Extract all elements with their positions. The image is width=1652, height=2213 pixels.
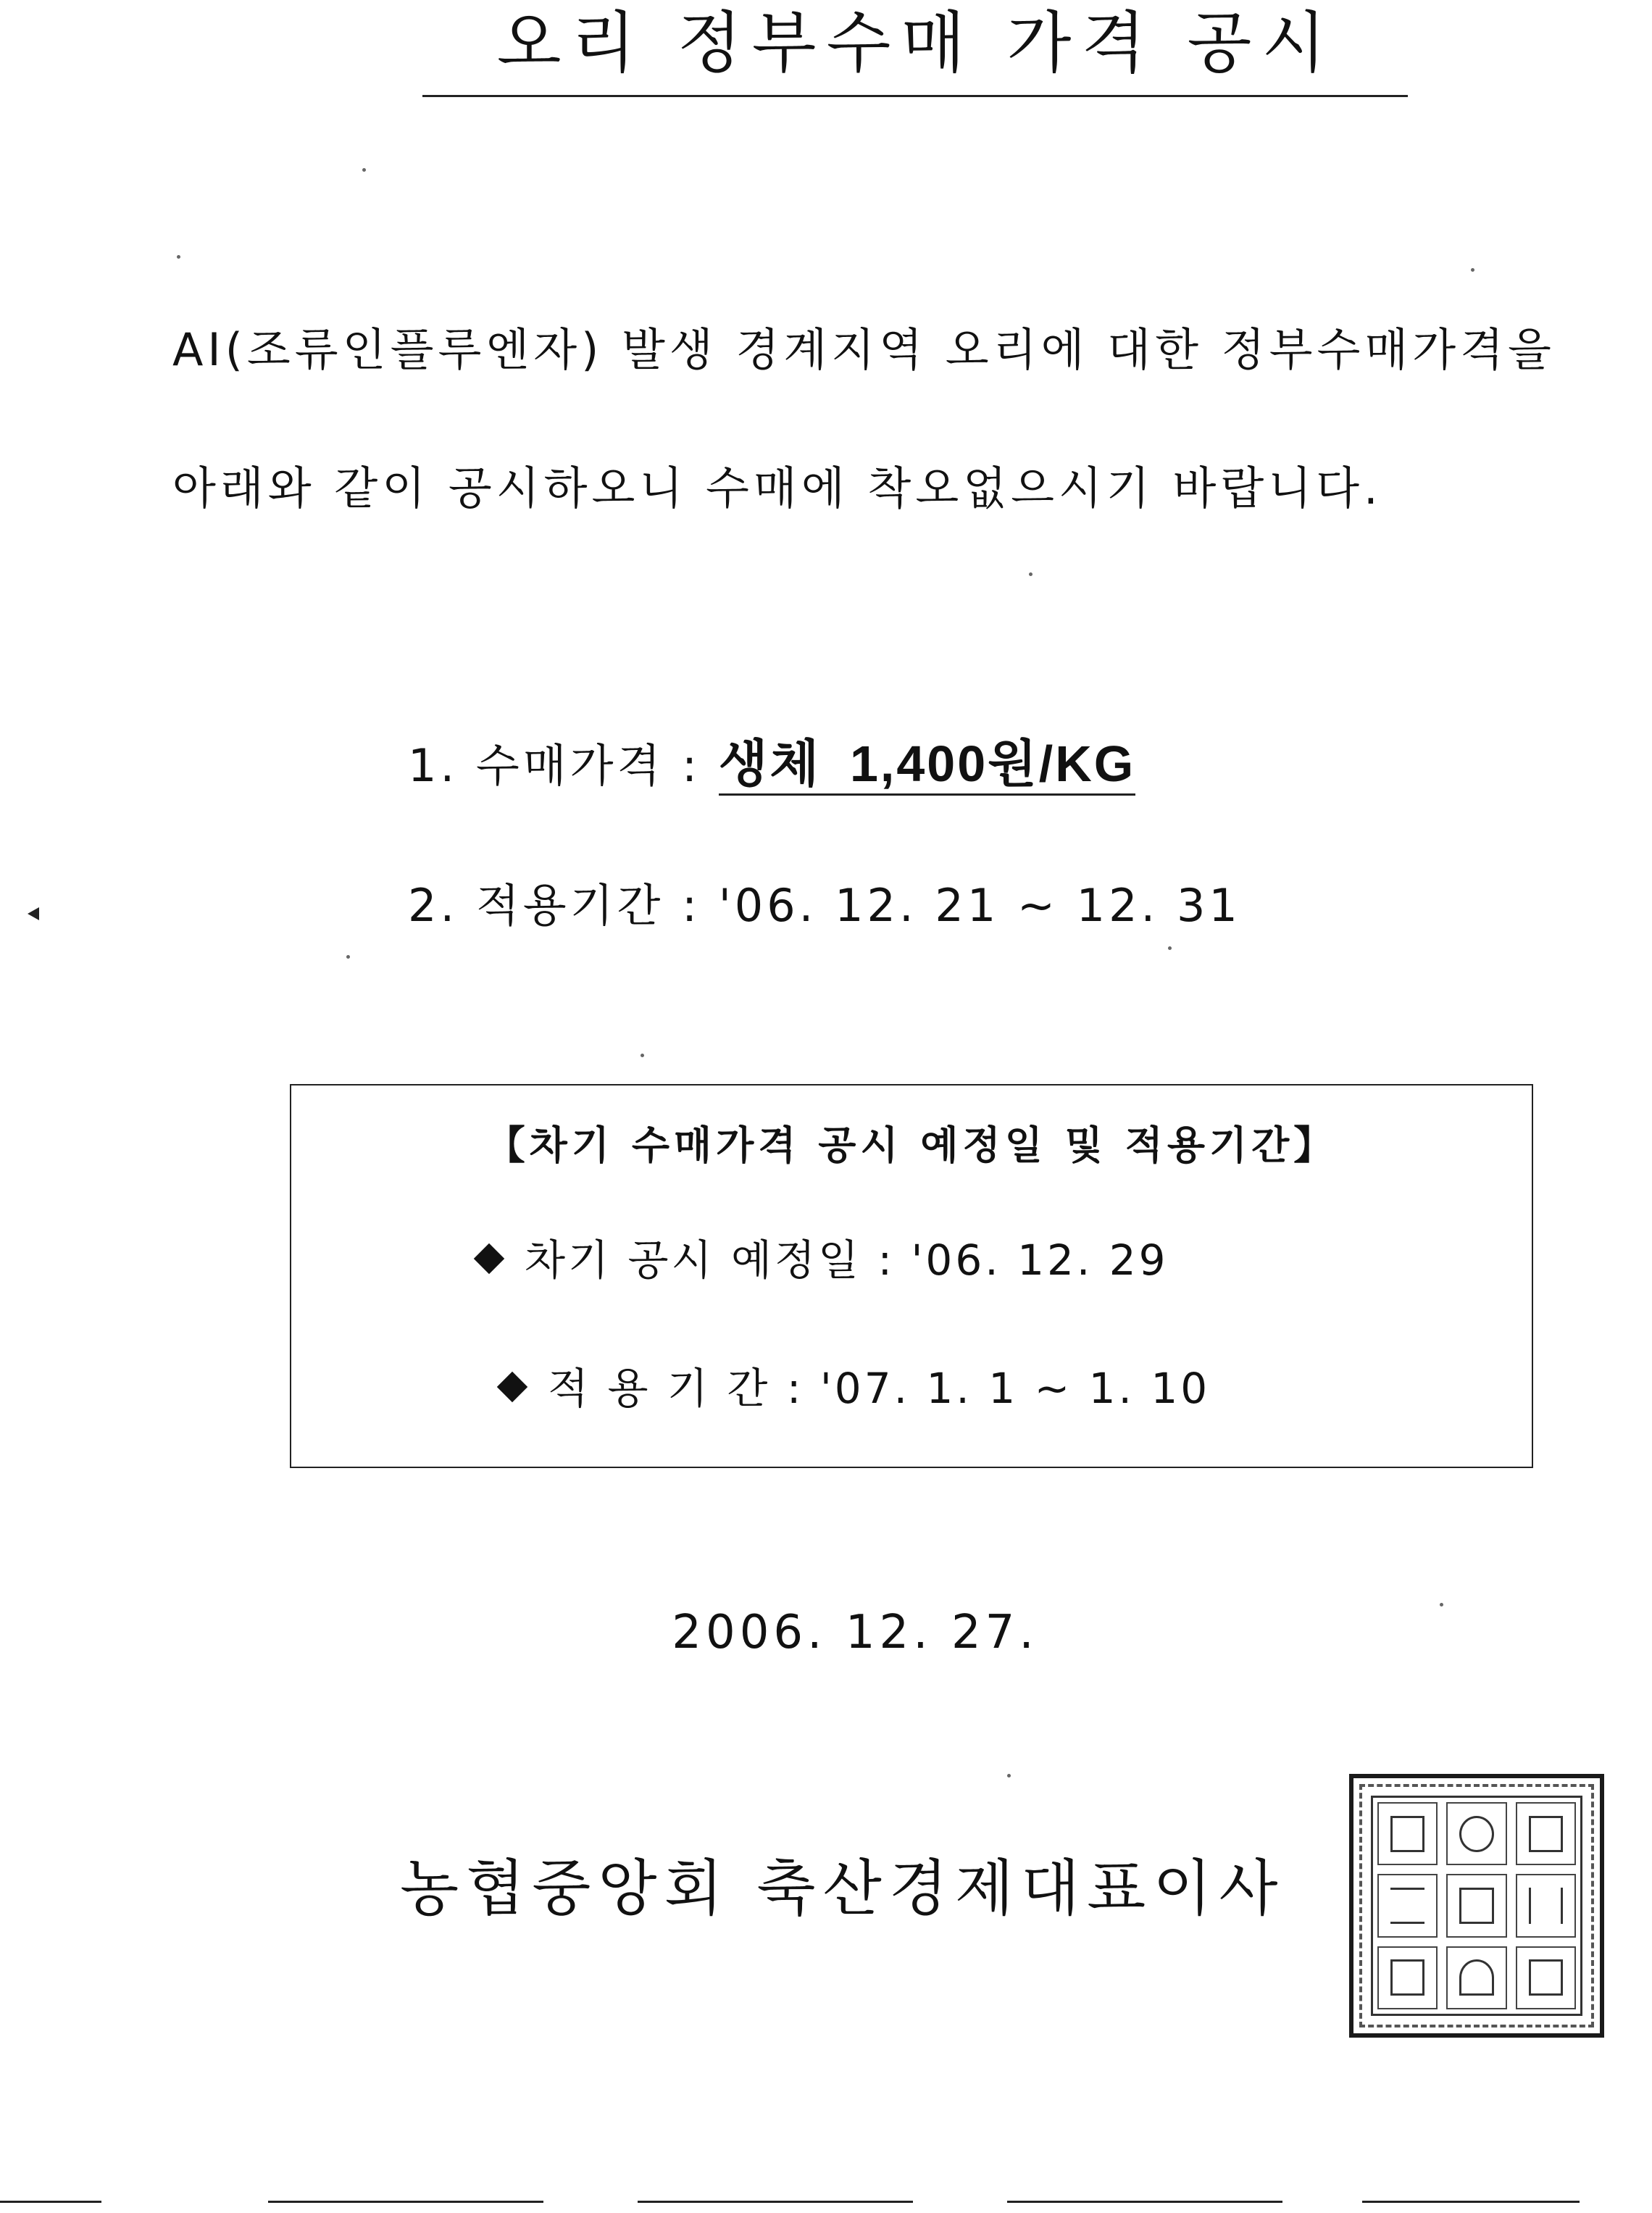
seal-glyph	[1377, 1874, 1438, 1937]
document-title: 오리 정부수매 가격 공시	[496, 4, 1337, 82]
issuer-signature: 농협중앙회 축산경제대표이사	[400, 1853, 1285, 1924]
intro-line-2: 아래와 같이 공시하오니 수매에 착오없으시기 바랍니다.	[172, 462, 1382, 514]
seal-glyph	[1377, 1946, 1438, 2009]
scan-speck	[346, 955, 350, 959]
intro-line-1: AI(조류인플루엔자) 발생 경계지역 오리에 대한 정부수매가격을	[172, 323, 1556, 376]
purchase-price-kind: 생체	[718, 735, 821, 792]
seal-glyph	[1446, 1802, 1506, 1865]
triangle-marker-icon	[28, 907, 39, 920]
next-notice-date-row	[478, 1235, 1169, 1285]
apply-period-value: '06. 12. 21 ~ 12. 31	[718, 879, 1241, 932]
scan-speck	[641, 1054, 644, 1057]
next-apply-period-label: 적 용 기 간 :	[548, 1364, 820, 1413]
scan-edge-line	[1362, 2201, 1580, 2203]
seal-grid	[1371, 1796, 1582, 2016]
seal-glyph	[1516, 1874, 1576, 1937]
next-apply-period-value: '07. 1. 1 ~ 1. 10	[819, 1364, 1211, 1413]
next-notice-date-value: '06. 12. 29	[911, 1235, 1169, 1285]
scan-speck	[1007, 1774, 1011, 1778]
diamond-bullet-icon	[497, 1372, 527, 1402]
next-apply-period-row	[501, 1363, 1210, 1414]
next-notice-box	[290, 1084, 1533, 1468]
purchase-price-label: 1. 수매가격 :	[408, 739, 719, 792]
seal-glyph	[1446, 1946, 1506, 2009]
seal-glyph	[1516, 1946, 1576, 2009]
purchase-price-item	[408, 735, 1135, 795]
seal-glyph	[1516, 1802, 1576, 1865]
scan-speck	[1168, 946, 1172, 950]
scan-edge-line	[638, 2201, 913, 2203]
seal-glyph	[1377, 1802, 1438, 1865]
next-notice-heading: 【차기 수매가격 공시 예정일 및 적용기간】	[485, 1122, 1338, 1168]
purchase-price-value	[719, 735, 1136, 796]
scan-speck	[1471, 268, 1474, 272]
apply-period-item	[408, 877, 1241, 935]
apply-period-label: 2. 적용기간 :	[408, 879, 719, 932]
purchase-price-amount: 1,400원/KG	[850, 735, 1136, 792]
scan-speck	[1440, 1603, 1443, 1606]
scan-speck	[177, 255, 180, 259]
next-notice-date-label: 차기 공시 예정일 :	[525, 1235, 911, 1285]
seal-glyph	[1446, 1874, 1506, 1937]
scan-edge-line	[268, 2201, 543, 2203]
scan-edge-line	[1007, 2201, 1282, 2203]
scan-speck	[1029, 572, 1032, 576]
document-date: 2006. 12. 27.	[672, 1606, 1038, 1659]
official-seal-stamp	[1349, 1774, 1604, 2038]
scan-edge-line	[0, 2201, 101, 2203]
title-underline	[422, 95, 1408, 97]
scan-speck	[362, 168, 366, 172]
diamond-bullet-icon	[474, 1243, 504, 1274]
